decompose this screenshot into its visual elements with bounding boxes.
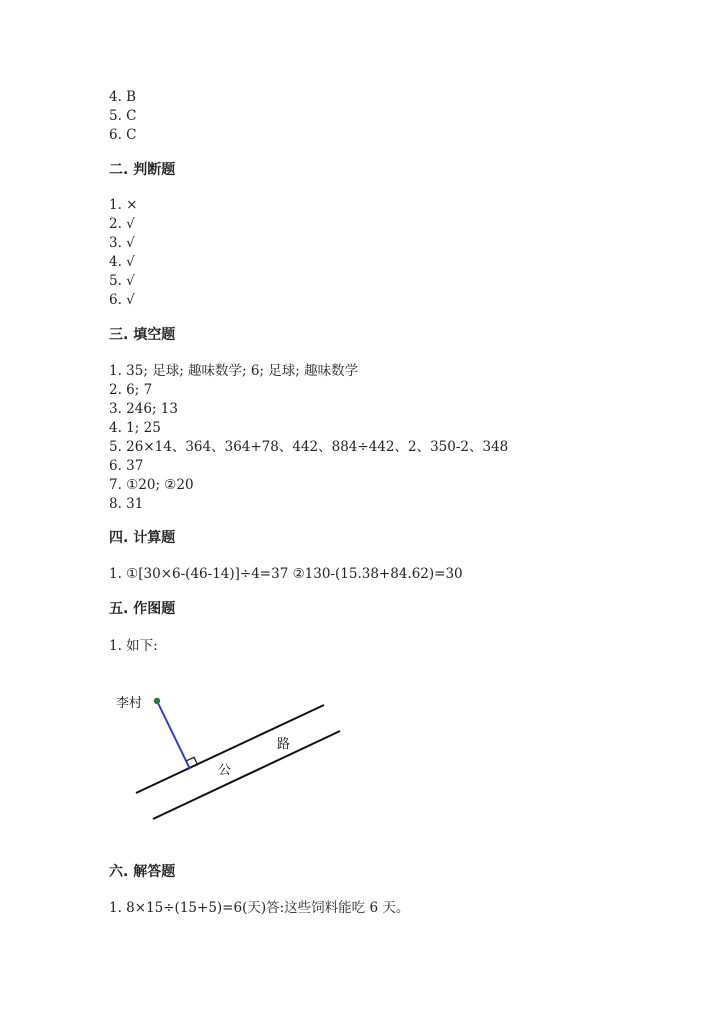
fill-blank-heading: 三. 填空题 <box>109 327 176 343</box>
road-label-lu: 路 <box>277 737 291 752</box>
judgement-answer-3: 3. √ <box>109 235 135 251</box>
road-diagram <box>100 680 360 830</box>
word-problem-heading: 六. 解答题 <box>109 864 176 880</box>
judgement-answer-1: 1. × <box>109 197 138 213</box>
judgement-answer-5: 5. √ <box>109 273 135 289</box>
fill-blank-answer-5: 5. 26×14、364、364+78、442、884÷442、2、350-2、348 <box>109 439 509 455</box>
road-edge-lower <box>153 731 340 819</box>
word-problem-answer-1: 1. 8×15÷(15+5)=6(天)答:这些饲料能吃 6 天。 <box>109 900 410 916</box>
choice-answer-5: 5. C <box>109 108 137 124</box>
calculation-heading: 四. 计算题 <box>109 530 176 546</box>
judgement-heading: 二. 判断题 <box>109 162 176 178</box>
choice-answer-4: 4. B <box>109 89 137 105</box>
judgement-answer-2: 2. √ <box>109 216 135 232</box>
choice-answer-6: 6. C <box>109 127 137 143</box>
drawing-answer-1: 1. 如下: <box>109 638 158 654</box>
road-edge-upper <box>136 705 324 793</box>
fill-blank-answer-1: 1. 35; 足球; 趣味数学; 6; 足球; 趣味数学 <box>109 363 359 379</box>
fill-blank-answer-2: 2. 6; 7 <box>109 382 153 398</box>
fill-blank-answer-6: 6. 37 <box>109 458 144 474</box>
fill-blank-answer-8: 8. 31 <box>109 496 144 512</box>
judgement-answer-4: 4. √ <box>109 254 135 270</box>
village-label: 李村 <box>116 696 143 711</box>
perpendicular-segment <box>157 701 190 769</box>
calculation-answer-1: 1. ①[30×6-(46-14)]÷4=37 ②130-(15.38+84.62)=30 <box>109 566 463 582</box>
fill-blank-answer-4: 4. 1; 25 <box>109 420 161 436</box>
fill-blank-answer-7: 7. ①20; ②20 <box>109 477 194 493</box>
drawing-heading: 五. 作图题 <box>109 601 176 617</box>
fill-blank-answer-3: 3. 246; 13 <box>109 401 178 417</box>
judgement-answer-6: 6. √ <box>109 292 135 308</box>
road-label-gong: 公 <box>218 763 232 778</box>
village-point <box>154 698 160 704</box>
